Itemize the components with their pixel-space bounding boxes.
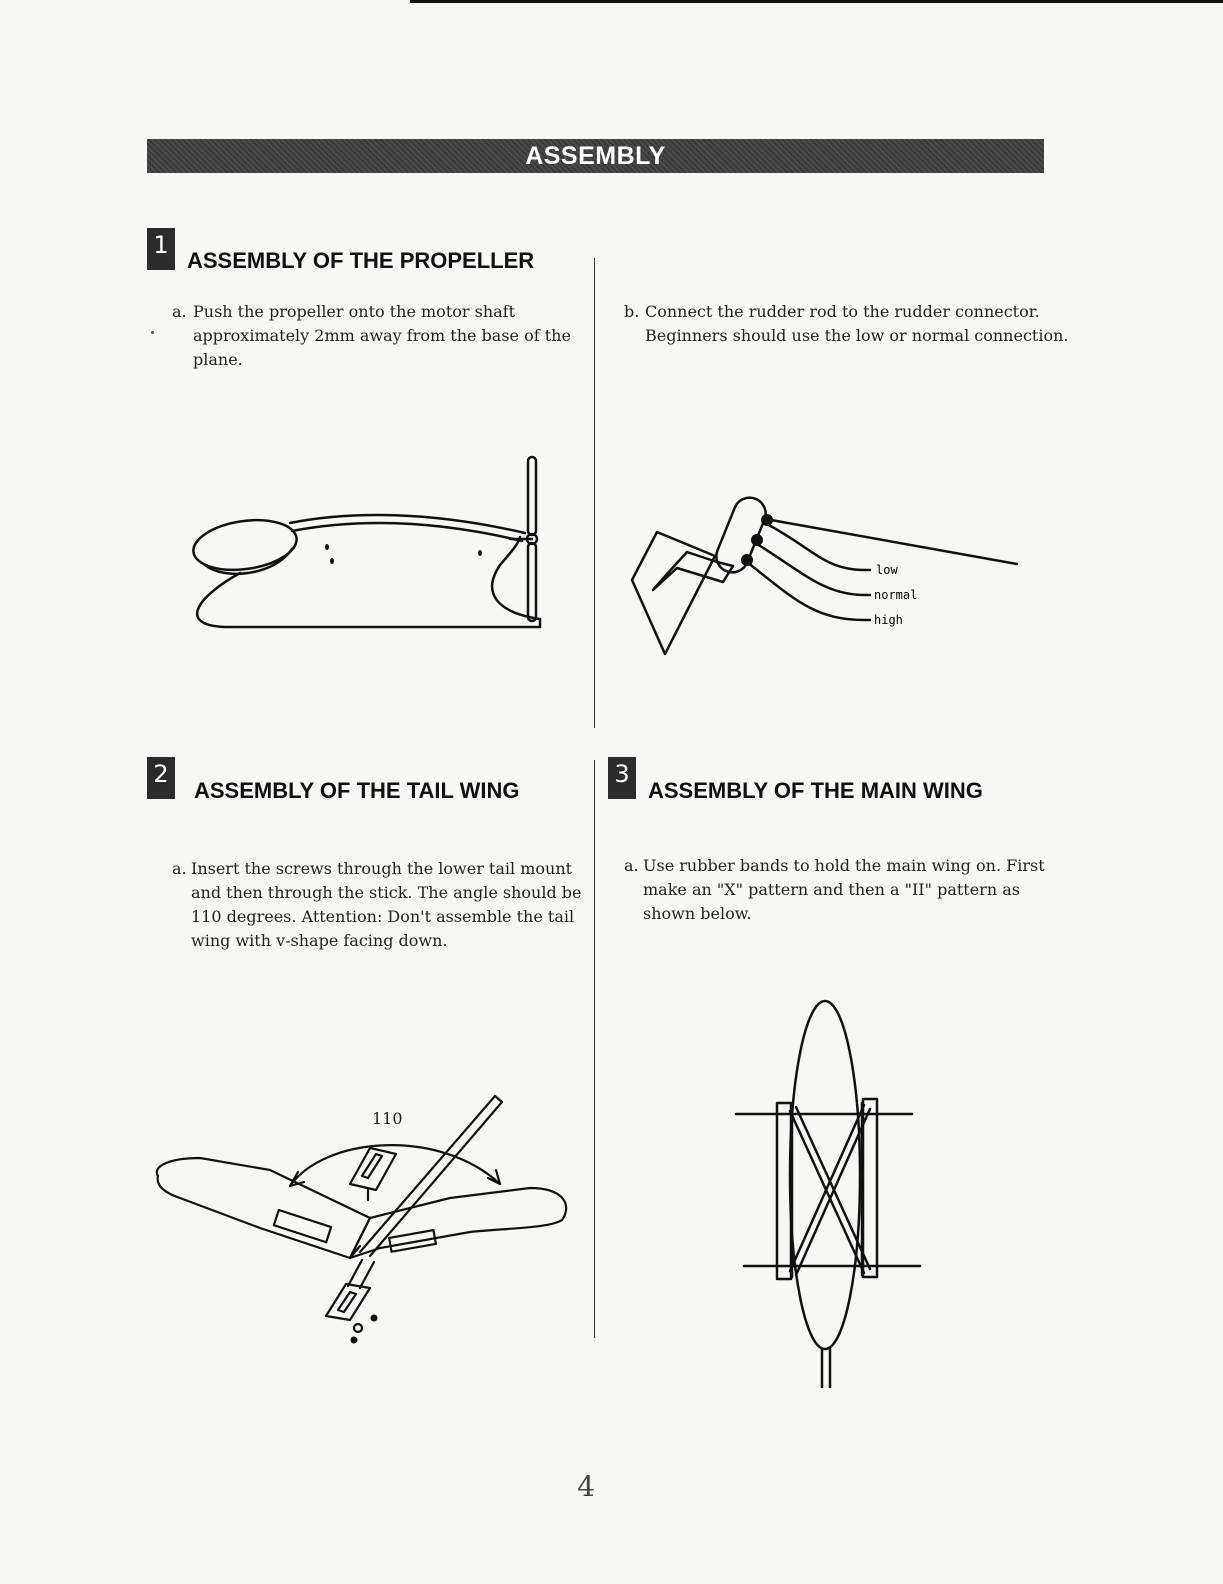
screw-hole xyxy=(478,550,482,556)
step-marker: a. xyxy=(624,856,639,875)
lower-stick-a xyxy=(348,1260,362,1286)
lower-mount-slot xyxy=(338,1292,356,1312)
angle-arc xyxy=(290,1145,500,1186)
connector-arm xyxy=(712,493,771,577)
column-divider-bottom xyxy=(594,760,595,1338)
rudder-rod xyxy=(771,520,1017,564)
screw-head xyxy=(354,1324,362,1332)
angle-label: 110 xyxy=(372,1109,403,1128)
page-number: 4 xyxy=(577,1470,595,1503)
label-low: low xyxy=(876,563,898,577)
screw-hole xyxy=(325,544,329,550)
arc-arrow-right xyxy=(488,1170,500,1184)
propeller-step-a xyxy=(172,300,594,372)
connector-hole-low xyxy=(761,514,773,526)
screw xyxy=(351,1337,358,1344)
screw xyxy=(371,1315,378,1322)
rudder-horn xyxy=(653,552,733,590)
section-number-3: 3 xyxy=(608,757,636,799)
step-marker: a. xyxy=(172,859,187,878)
step-text: Insert the screws through the lower tail mount and then through the stick. The angle should be 110 degrees. Attention: Don't assemble the tail wing with v-shape facing down. xyxy=(191,859,582,950)
main-wing-step-a xyxy=(624,854,1064,926)
section-number-1: 1 xyxy=(147,228,175,270)
step-text: Connect the rudder rod to the rudder connector. Beginners should use the low or normal connection. xyxy=(645,302,1069,345)
section-title-tail-wing: ASSEMBLY OF THE TAIL WING xyxy=(194,778,520,803)
step-text: Push the propeller onto the motor shaft approximately 2mm away from the base of the plane. xyxy=(193,302,571,369)
stray-dot xyxy=(151,331,154,334)
section-title-propeller: ASSEMBLY OF THE PROPELLER xyxy=(187,248,535,273)
propeller-blade-bottom xyxy=(528,543,536,621)
lower-stick-b xyxy=(360,1262,374,1288)
banner-title: ASSEMBLY xyxy=(525,141,666,170)
connector-hole-normal xyxy=(751,534,763,546)
fuselage-outline xyxy=(197,537,540,627)
step-text: Use rubber bands to hold the main wing on. First make an "X" pattern and then a "II" pattern as shown below. xyxy=(643,856,1045,923)
rudder-plate xyxy=(632,532,715,654)
lead-high xyxy=(747,562,870,620)
canopy-rim xyxy=(205,549,292,574)
label-high: high xyxy=(874,613,903,627)
tail-wing-step-a xyxy=(172,857,594,953)
tail-wing-diagram xyxy=(150,1088,575,1350)
lead-low xyxy=(767,524,870,570)
column-divider-top xyxy=(594,258,595,728)
propeller-diagram xyxy=(180,445,560,640)
step-marker: b. xyxy=(624,302,640,321)
stick-end xyxy=(495,1096,502,1102)
assembly-banner xyxy=(147,139,1044,173)
top-edge-rule xyxy=(410,0,1223,3)
tail-wing-right xyxy=(350,1188,566,1258)
propeller-blade-top xyxy=(528,457,536,535)
lower-tail-mount xyxy=(326,1284,370,1320)
main-wing-outline xyxy=(790,1001,860,1349)
rubber-band-right xyxy=(863,1099,877,1277)
propeller-step-b xyxy=(624,300,1104,348)
step-marker: a. xyxy=(172,302,187,321)
connector-hole-high xyxy=(741,554,753,566)
tail-wing-left xyxy=(157,1158,370,1258)
section-number-2: 2 xyxy=(147,757,175,799)
main-wing-diagram xyxy=(730,995,930,1390)
section-title-main-wing: ASSEMBLY OF THE MAIN WING xyxy=(648,778,983,803)
rudder-connector-diagram xyxy=(625,490,1045,665)
screw-hole xyxy=(330,558,334,564)
tail-wing-tab-right xyxy=(389,1230,436,1252)
tail-wing-tab-left xyxy=(274,1210,331,1242)
label-normal: normal xyxy=(874,588,918,602)
